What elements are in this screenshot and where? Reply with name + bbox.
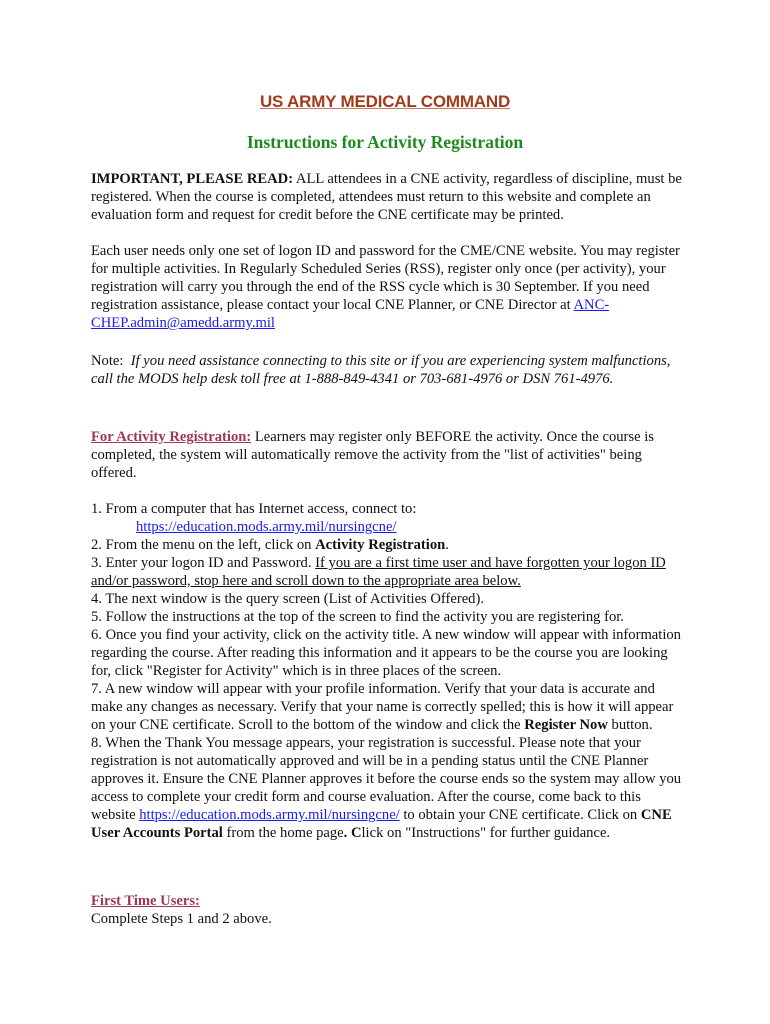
steps-list — [91, 500, 685, 842]
step-2-text: 2. From the menu on the left, click on — [91, 537, 316, 553]
first-time-section — [91, 892, 685, 928]
important-text: ALL attendees in a CNE activity, regardless of discipline, must be registered. When the course is completed, attendees must return to this website and complete an evaluation form and request for credit before the CNE certificate may be printed. — [91, 171, 682, 223]
step-2-end: . — [445, 537, 449, 553]
step-4: 4. The next window is the query screen (List of Activities Offered). — [91, 591, 484, 607]
note-text: If you need assistance connecting to this site or if you are experiencing system malfunctions, call the MODS help desk toll free at 1-888-849-4341 or 703-681-4976 or DSN 761-4976. — [91, 353, 671, 387]
nursingcne-link[interactable]: https://education.mods.army.mil/nursingcne/ — [136, 519, 397, 535]
step-8-text-4: lick on "Instructions" for further guidance. — [361, 825, 611, 841]
step-8-text: 8. When the Thank You message appears, your registration is successful. Please note that your registration is not automatically approved and will be in a pending status until the CNE Planner approves it. Ensure the CNE Planner approves it before the course ends so the system may allow you access to complete your credit form and course evaluation. After the course, come back to this website — [91, 735, 682, 823]
email-link[interactable]: ANC-CHEP.admin@amedd.army.mil — [91, 297, 610, 331]
logon-text: Each user needs only one set of logon ID and password for the CME/CNE website. You may register for multiple activities. In Regularly Scheduled Series (RSS), register only once (per activity), your registration will carry you through the end of the RSS cycle which is 30 September. If you need registration assistance, please contact your local CNE Planner, or CNE Director at — [91, 243, 680, 313]
step-3-text: 3. Enter your logon ID and Password. — [91, 555, 316, 571]
note-label: Note: — [91, 353, 124, 369]
step-3-underlined: If you are a first time user and have forgotten your logon ID and/or password, stop here and scroll down to the appropriate area below. — [91, 555, 666, 589]
step-1: 1. From a computer that has Internet access, connect to: — [91, 501, 417, 517]
step-2-bold: Activity Registration — [315, 537, 446, 553]
page-subtitle: Instructions for Activity Registration — [246, 132, 524, 152]
step-7-bold: Register Now — [524, 717, 608, 733]
activity-registration-heading: For Activity Registration: — [91, 429, 252, 445]
note-paragraph — [91, 352, 685, 388]
activity-text: Learners may register only BEFORE the activity. Once the course is completed, the system will automatically remove the activity from the "list of activities" being offered. — [91, 429, 654, 481]
step-5: 5. Follow the instructions at the top of the screen to find the activity you are registering for. — [91, 609, 624, 625]
important-label: IMPORTANT, PLEASE READ: — [91, 171, 294, 187]
step-8-link[interactable]: https://education.mods.army.mil/nursingcne/ — [139, 807, 400, 823]
step-6: 6. Once you find your activity, click on the activity title. A new window will appear with information regarding the course. After reading this information and it appears to be the course you are looking for, click "Register for Activity" which is in three places of the screen. — [91, 627, 681, 679]
step-2 — [91, 536, 685, 554]
step-7 — [91, 680, 685, 734]
step-8-bold-c: . C — [343, 825, 362, 841]
step-8-text-2: to obtain your CNE certificate. Click on — [399, 807, 641, 823]
logon-paragraph — [91, 242, 685, 332]
step-3 — [91, 554, 685, 590]
step-7-end: button. — [607, 717, 653, 733]
page-title: US ARMY MEDICAL COMMAND — [259, 92, 511, 111]
step-7-text: 7. A new window will appear with your profile information. Verify that your data is accurate and make any changes as necessary. Verify that your name is correctly spelled; this is how it will appear on your CNE certificate. Scroll to the bottom of the window and click the — [91, 681, 674, 733]
important-paragraph — [91, 170, 685, 224]
first-time-heading: First Time Users: — [91, 893, 200, 909]
first-time-text: Complete Steps 1 and 2 above. — [91, 911, 272, 927]
step-8 — [91, 734, 685, 842]
step-8-portal: CNE User Accounts Portal — [91, 807, 672, 841]
activity-paragraph — [91, 428, 685, 482]
step-8-text-3: from the home page — [222, 825, 344, 841]
